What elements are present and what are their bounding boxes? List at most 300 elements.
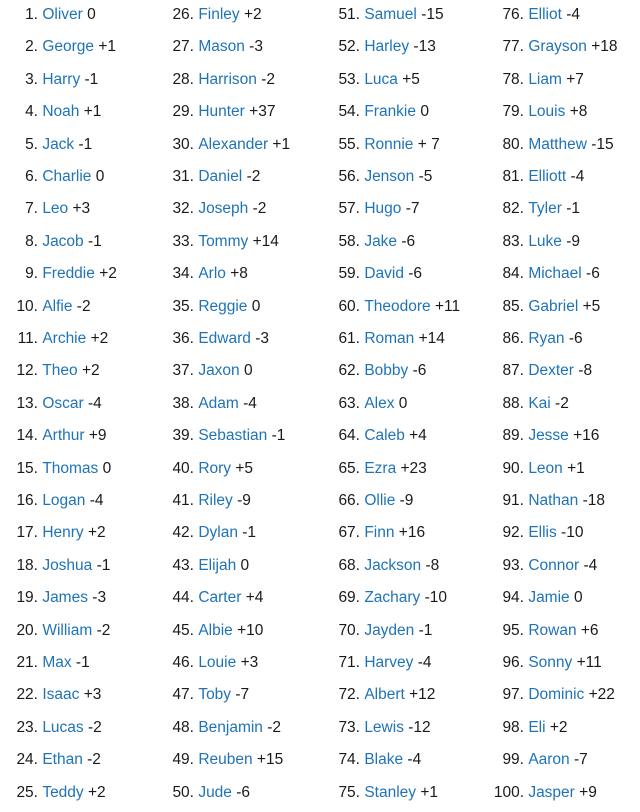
name-entry [160, 329, 269, 349]
baby-name: Hunter [198, 103, 245, 121]
name-entry [326, 361, 426, 381]
name-entry [486, 685, 615, 705]
baby-name: Benjamin [198, 718, 263, 736]
baby-name: Henry [42, 524, 84, 542]
name-entry [326, 70, 420, 90]
name-entry [0, 783, 106, 803]
rank-number: 88. [502, 394, 524, 412]
baby-name: Freddie [42, 265, 95, 283]
name-entry [326, 264, 422, 284]
rank-number: 63. [338, 394, 360, 412]
rank-change: -1 [418, 621, 433, 639]
baby-name: Jake [364, 232, 398, 250]
rank-change: -6 [408, 265, 423, 283]
name-entry [326, 718, 431, 738]
rank-number: 40. [172, 459, 194, 477]
name-entry [160, 70, 275, 90]
name-entry [326, 653, 432, 673]
baby-name: Luca [364, 70, 398, 88]
rank-number: 51. [338, 6, 360, 23]
name-entry [0, 653, 90, 673]
rank-change: 0 [95, 168, 105, 185]
baby-name: Joseph [198, 200, 249, 218]
rank-number: 77. [502, 38, 524, 56]
baby-name: Hugo [364, 200, 402, 218]
name-entry [326, 329, 445, 349]
rank-number: 86. [502, 330, 524, 347]
name-entry [0, 459, 111, 479]
name-entry [0, 361, 100, 381]
baby-name: Louie [198, 654, 237, 671]
baby-name: Liam [528, 70, 562, 88]
rank-number: 54. [338, 103, 360, 121]
rank-number: 36. [172, 330, 194, 347]
baby-name: Stanley [364, 783, 417, 801]
rank-number: 58. [338, 232, 360, 250]
rank-number: 81. [502, 168, 524, 185]
name-entry [0, 491, 104, 511]
baby-name: Matthew [528, 135, 587, 153]
rank-change: +37 [249, 103, 276, 121]
rank-number: 37. [172, 362, 194, 380]
baby-name: Leon [528, 459, 563, 477]
baby-name: Rowan [528, 621, 577, 639]
baby-name: Harry [42, 70, 81, 88]
rank-number: 100. [493, 783, 524, 801]
baby-name: James [42, 589, 88, 607]
rank-number: 87. [502, 362, 524, 380]
baby-name: Jaxon [198, 362, 240, 380]
name-entry [326, 621, 432, 641]
baby-name: Dexter [528, 362, 574, 380]
rank-change: +10 [237, 621, 264, 639]
rank-change: +5 [582, 297, 601, 315]
baby-name: Albie [198, 621, 233, 639]
rank-change: +2 [90, 330, 109, 347]
baby-name: Daniel [198, 168, 243, 185]
baby-name: Theo [42, 362, 78, 380]
rank-change: +4 [245, 589, 264, 607]
rank-number: 31. [172, 168, 194, 185]
rank-number: 55. [338, 135, 360, 153]
baby-name: Carter [198, 589, 242, 607]
baby-name: Arthur [42, 427, 85, 445]
name-entry [326, 135, 440, 155]
rank-number: 94. [502, 589, 524, 607]
rank-number: 45. [172, 621, 194, 639]
rank-number: 30. [172, 135, 194, 153]
name-entry [326, 426, 427, 446]
rank-change: -10 [424, 589, 448, 607]
rank-change: -2 [88, 718, 102, 736]
rank-change: -7 [235, 686, 250, 704]
rank-change: +3 [240, 654, 259, 671]
rank-number: 91. [502, 492, 524, 509]
rank-number: 2. [25, 38, 38, 56]
rank-change: +9 [88, 427, 107, 445]
rank-change: -18 [582, 492, 606, 509]
baby-name: Thomas [42, 459, 99, 477]
rank-number: 22. [16, 686, 38, 704]
rank-number: 56. [338, 168, 360, 185]
rank-change: +12 [409, 686, 436, 704]
rank-number: 16. [16, 492, 38, 509]
baby-name: Ollie [364, 492, 396, 509]
rank-change: + 7 [417, 135, 440, 153]
baby-name: Elijah [198, 556, 237, 574]
rank-number: 79. [502, 103, 524, 121]
rank-number: 3. [25, 70, 38, 88]
rank-change: -1 [75, 654, 90, 671]
name-entry [0, 394, 102, 414]
rank-change: -3 [255, 330, 269, 347]
baby-name: Alexander [198, 135, 269, 153]
baby-name: Arlo [198, 265, 226, 283]
rank-number: 32. [172, 200, 194, 218]
name-entry [486, 329, 583, 349]
baby-name: Mason [198, 38, 245, 56]
rank-number: 67. [338, 524, 360, 542]
rank-change: +2 [88, 783, 106, 801]
rank-number: 34. [172, 265, 194, 283]
rank-change: +14 [418, 330, 445, 347]
name-entry [326, 297, 460, 317]
baby-name: Rory [198, 459, 232, 477]
name-entry [486, 167, 584, 187]
rank-number: 65. [338, 459, 360, 477]
rank-change: -4 [243, 394, 257, 412]
rank-number: 27. [172, 38, 194, 56]
baby-name: Jasper [528, 783, 575, 801]
rank-number: 18. [16, 556, 38, 574]
rank-number: 49. [172, 751, 194, 769]
name-entry [0, 70, 98, 90]
baby-name: Oliver [42, 6, 83, 23]
rank-number: 62. [338, 362, 360, 380]
rank-change: +22 [588, 686, 615, 704]
rank-change: +11 [576, 654, 602, 671]
rank-number: 66. [338, 492, 360, 509]
rank-number: 33. [172, 232, 194, 250]
rank-change: 0 [251, 297, 261, 315]
rank-number: 29. [172, 103, 194, 121]
name-entry [160, 264, 248, 284]
rank-number: 61. [338, 330, 360, 347]
name-entry [486, 783, 597, 803]
name-entry [0, 297, 91, 317]
rank-change: +14 [252, 232, 279, 250]
rank-change: +16 [573, 427, 600, 445]
baby-name: Aaron [528, 751, 570, 769]
name-entry [326, 783, 438, 803]
baby-name: Ezra [364, 459, 397, 477]
rank-change: -9 [237, 492, 251, 509]
rank-change: -3 [92, 589, 107, 607]
name-entry [326, 232, 415, 252]
rank-number: 92. [502, 524, 524, 542]
baby-name: Gabriel [528, 297, 579, 315]
baby-name: Toby [198, 686, 232, 704]
baby-name: Reuben [198, 751, 253, 769]
rank-change: +6 [580, 621, 599, 639]
rank-number: 68. [338, 556, 360, 574]
rank-number: 11. [17, 330, 38, 347]
rank-change: 0 [102, 459, 112, 477]
rank-change: -7 [405, 200, 420, 218]
rank-change: -1 [271, 427, 286, 445]
name-entry [160, 459, 253, 479]
rank-change: 0 [244, 362, 253, 380]
name-entry [0, 232, 102, 252]
baby-name: George [42, 38, 95, 56]
rank-change: -6 [586, 265, 600, 283]
name-entry [326, 167, 432, 187]
rank-number: 50. [172, 783, 194, 801]
name-entry [160, 5, 262, 25]
name-entry [160, 37, 263, 57]
rank-change: -7 [574, 751, 588, 769]
rank-number: 84. [502, 265, 524, 283]
baby-name: Zachary [364, 589, 421, 607]
name-entry [160, 621, 263, 641]
name-entry [160, 361, 253, 381]
rank-change: -4 [87, 394, 102, 412]
name-entry [0, 264, 117, 284]
name-entry [160, 588, 263, 608]
rank-number: 76. [502, 6, 524, 23]
baby-name: Ronnie [364, 135, 414, 153]
rank-change: +7 [566, 70, 584, 88]
name-entry [160, 135, 290, 155]
rank-change: 0 [240, 556, 250, 574]
rank-change: -4 [566, 6, 581, 23]
baby-name: Jenson [364, 168, 415, 185]
baby-name: Kai [528, 394, 551, 412]
rank-number: 52. [338, 38, 360, 56]
name-entry [160, 653, 258, 673]
rank-change: +15 [256, 751, 284, 769]
rank-number: 9. [25, 265, 38, 283]
name-entry [486, 361, 592, 381]
rank-number: 13. [16, 394, 38, 412]
baby-name: Blake [364, 751, 404, 769]
rank-change: -15 [591, 135, 614, 153]
rank-number: 47. [172, 686, 194, 704]
baby-name: Reggie [198, 297, 248, 315]
rank-number: 4. [25, 103, 38, 121]
baby-name: Edward [198, 330, 251, 347]
rank-number: 38. [172, 394, 194, 412]
rank-change: -3 [249, 38, 263, 56]
baby-name: Adam [198, 394, 239, 412]
rank-number: 17. [16, 524, 38, 542]
rank-number: 1. [25, 6, 38, 23]
rank-number: 83. [502, 232, 524, 250]
baby-name: Oscar [42, 394, 84, 412]
rank-number: 85. [502, 297, 524, 315]
name-entry [326, 102, 429, 122]
baby-name: Finley [198, 6, 240, 23]
rank-change: +1 [420, 783, 439, 801]
name-entry [486, 297, 600, 317]
name-entry [160, 556, 249, 576]
name-entry [486, 523, 583, 543]
baby-name: Lewis [364, 718, 404, 736]
baby-name: Max [42, 654, 72, 671]
rank-change: -4 [570, 168, 585, 185]
rank-number: 8. [25, 232, 38, 250]
rank-change: -2 [267, 718, 282, 736]
rank-number: 57. [338, 200, 360, 218]
rank-number: 5. [25, 135, 38, 153]
rank-number: 82. [502, 200, 524, 218]
rank-number: 89. [502, 427, 524, 445]
rank-number: 59. [338, 265, 360, 283]
rank-number: 48. [172, 718, 194, 736]
baby-name: Grayson [528, 38, 587, 56]
rank-number: 98. [502, 718, 524, 736]
baby-name: Finn [364, 524, 395, 542]
name-entry [486, 621, 599, 641]
baby-name: Elliot [528, 6, 562, 23]
name-entry [326, 37, 436, 57]
baby-name: Connor [528, 556, 580, 574]
rank-number: 95. [502, 621, 524, 639]
name-entry [0, 750, 101, 770]
baby-name: Jesse [528, 427, 569, 445]
baby-name: Noah [42, 103, 80, 121]
baby-name: Theodore [364, 297, 431, 315]
rank-number: 7. [25, 200, 38, 218]
baby-name: Alfie [42, 297, 73, 315]
rank-change: -9 [399, 492, 414, 509]
baby-name: Leo [42, 200, 69, 218]
name-entry [0, 329, 108, 349]
name-entry [486, 426, 599, 446]
rank-number: 96. [502, 654, 524, 671]
name-entry [0, 37, 116, 57]
name-entry [160, 232, 279, 252]
rank-number: 19. [16, 589, 38, 607]
rank-change: +3 [72, 200, 91, 218]
name-entry [160, 783, 250, 803]
rank-number: 26. [172, 6, 194, 23]
rank-change: -8 [425, 556, 440, 574]
rank-change: +1 [98, 38, 117, 56]
rank-change: +9 [579, 783, 597, 801]
baby-name: Elliott [528, 168, 567, 185]
rank-number: 75. [338, 783, 360, 801]
rank-number: 6. [25, 168, 38, 185]
name-entry [0, 102, 101, 122]
rank-number: 99. [502, 751, 524, 769]
name-entry [486, 588, 583, 608]
name-entry [326, 199, 419, 219]
rank-number: 93. [502, 556, 524, 574]
name-entry [326, 459, 427, 479]
name-entry [326, 588, 447, 608]
rank-change: -2 [246, 168, 261, 185]
name-entry [486, 718, 568, 738]
baby-name: Jackson [364, 556, 422, 574]
rank-number: 28. [172, 70, 194, 88]
rank-change: -2 [555, 394, 569, 412]
name-entry [486, 70, 584, 90]
baby-name: Isaac [42, 686, 80, 704]
rank-change: -8 [578, 362, 593, 380]
rank-number: 73. [338, 718, 360, 736]
rank-change: +2 [243, 6, 262, 23]
name-entry [326, 685, 435, 705]
rank-change: -2 [87, 751, 101, 769]
rank-change: -6 [568, 330, 583, 347]
rank-change: -2 [252, 200, 267, 218]
rank-change: +8 [230, 265, 248, 283]
name-entry [160, 491, 251, 511]
baby-name: Michael [528, 265, 582, 283]
rank-number: 25. [16, 783, 38, 801]
name-entry [326, 523, 425, 543]
baby-name: Joshua [42, 556, 93, 574]
baby-name: Sonny [528, 654, 573, 671]
name-entry [160, 297, 260, 317]
rank-change: -4 [417, 654, 432, 671]
baby-name: Frankie [364, 103, 416, 121]
name-entry [160, 750, 283, 770]
baby-name: Harrison [198, 70, 257, 88]
baby-name: Albert [364, 686, 405, 704]
name-entry [486, 135, 614, 155]
name-entry [486, 556, 597, 576]
name-entry [326, 5, 444, 25]
name-entry [160, 685, 249, 705]
name-entry [0, 523, 106, 543]
rank-change: +2 [549, 718, 568, 736]
baby-name: Jude [198, 783, 232, 801]
rank-change: 0 [573, 589, 583, 607]
name-entry [160, 102, 275, 122]
rank-change: -10 [561, 524, 584, 542]
baby-name: Riley [198, 492, 233, 509]
name-entry [0, 135, 92, 155]
baby-name: Sebastian [198, 427, 268, 445]
baby-name: Tommy [198, 232, 249, 250]
rank-change: -9 [566, 232, 581, 250]
baby-name: Harvey [364, 654, 414, 671]
rank-number: 12. [16, 362, 38, 380]
name-entry [486, 264, 600, 284]
rank-change: -12 [408, 718, 431, 736]
rank-number: 23. [16, 718, 38, 736]
baby-name: Luke [528, 232, 562, 250]
rank-change: -1 [84, 70, 99, 88]
rank-change: -4 [89, 492, 104, 509]
rank-change: -1 [96, 556, 111, 574]
baby-name: Jamie [528, 589, 570, 607]
name-entry [326, 394, 407, 414]
baby-name: Bobby [364, 362, 409, 380]
rank-change: -6 [412, 362, 427, 380]
rank-change: +2 [81, 362, 100, 380]
rank-number: 72. [338, 686, 360, 704]
name-entry [0, 426, 107, 446]
baby-name: Jack [42, 135, 75, 153]
name-entry [326, 750, 421, 770]
rank-number: 39. [172, 427, 194, 445]
baby-name: Logan [42, 492, 86, 509]
baby-name: Alex [364, 394, 395, 412]
baby-name: Louis [528, 103, 566, 121]
